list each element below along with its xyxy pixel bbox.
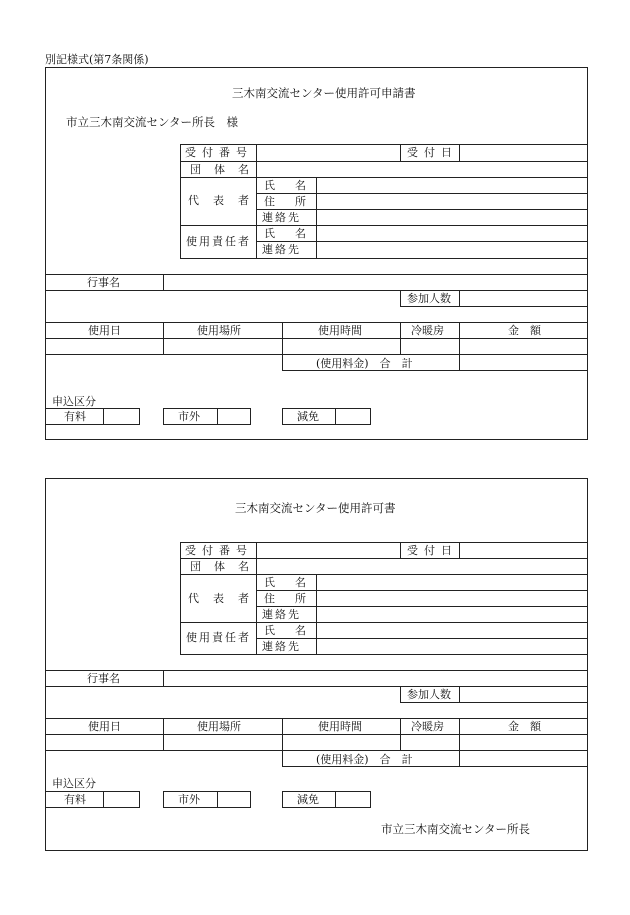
rep-contact-label: 連絡先	[262, 211, 301, 224]
p-outside-city-label: 市外	[178, 793, 200, 806]
p-use-date-label: 使用日	[88, 720, 121, 733]
paid-checkbox[interactable]	[45, 408, 140, 425]
rep-address-label: 住所	[264, 195, 326, 208]
organization-name-label: 団体名	[190, 163, 262, 176]
p-paid-checkbox[interactable]	[45, 791, 140, 808]
use-time-label: 使用時間	[318, 324, 362, 337]
p-rep-contact-label: 連絡先	[262, 608, 301, 621]
p-rep-address-label: 住所	[264, 592, 326, 605]
mgr-name-label: 氏名	[264, 227, 326, 240]
receipt-date-label: 受付日	[407, 146, 458, 159]
outside-city-label: 市外	[178, 410, 200, 423]
application-type-label: 申込区分	[52, 395, 96, 408]
p-use-place-label: 使用場所	[197, 720, 241, 733]
fee-total-label: (使用料金) 合 計	[316, 357, 413, 370]
p-use-time-label: 使用時間	[318, 720, 362, 733]
amount-label: 金 額	[508, 324, 541, 337]
use-place-label: 使用場所	[197, 324, 241, 337]
p-heating-cooling-label: 冷暖房	[411, 720, 444, 733]
heating-cooling-label: 冷暖房	[411, 324, 444, 337]
rep-name-label: 氏名	[264, 179, 326, 192]
addressee: 市立三木南交流センター所長 様	[66, 115, 239, 129]
application-title: 三木南交流センター使用許可申請書	[232, 86, 416, 100]
p-receipt-date-label: 受付日	[407, 544, 458, 557]
p-application-type-label: 申込区分	[52, 777, 96, 790]
receipt-number-label: 受付番号	[185, 146, 253, 159]
use-date-label: 使用日	[88, 324, 121, 337]
p-organization-name-label: 団体名	[190, 560, 262, 573]
exemption-label: 減免	[297, 410, 319, 423]
p-exemption-label: 減免	[297, 793, 319, 806]
p-rep-name-label: 氏名	[264, 576, 326, 589]
p-amount-label: 金 額	[508, 720, 541, 733]
p-paid-label: 有料	[64, 793, 86, 806]
exemption-checkbox[interactable]	[282, 408, 371, 425]
p-fee-total-label: (使用料金) 合 計	[316, 753, 413, 766]
p-mgr-contact-label: 連絡先	[262, 640, 301, 653]
p-exemption-checkbox[interactable]	[282, 791, 371, 808]
p-representative-label: 代表者	[188, 592, 263, 605]
representative-label: 代表者	[188, 194, 263, 207]
event-name-label: 行事名	[87, 276, 120, 289]
manager-label: 使用責任者	[186, 235, 251, 248]
participants-label: 参加人数	[407, 292, 451, 305]
permit-title: 三木南交流センター使用許可書	[235, 501, 396, 515]
p-event-name-label: 行事名	[87, 672, 120, 685]
issuer: 市立三木南交流センター所長	[381, 822, 531, 836]
header-label: 別記様式(第7条関係)	[45, 53, 149, 66]
outside-city-checkbox[interactable]	[163, 408, 251, 425]
mgr-contact-label: 連絡先	[262, 243, 301, 256]
p-receipt-number-label: 受付番号	[185, 544, 253, 557]
p-participants-label: 参加人数	[407, 688, 451, 701]
paid-label: 有料	[64, 410, 86, 423]
p-manager-label: 使用責任者	[186, 631, 251, 644]
p-mgr-name-label: 氏名	[264, 624, 326, 637]
p-outside-city-checkbox[interactable]	[163, 791, 251, 808]
